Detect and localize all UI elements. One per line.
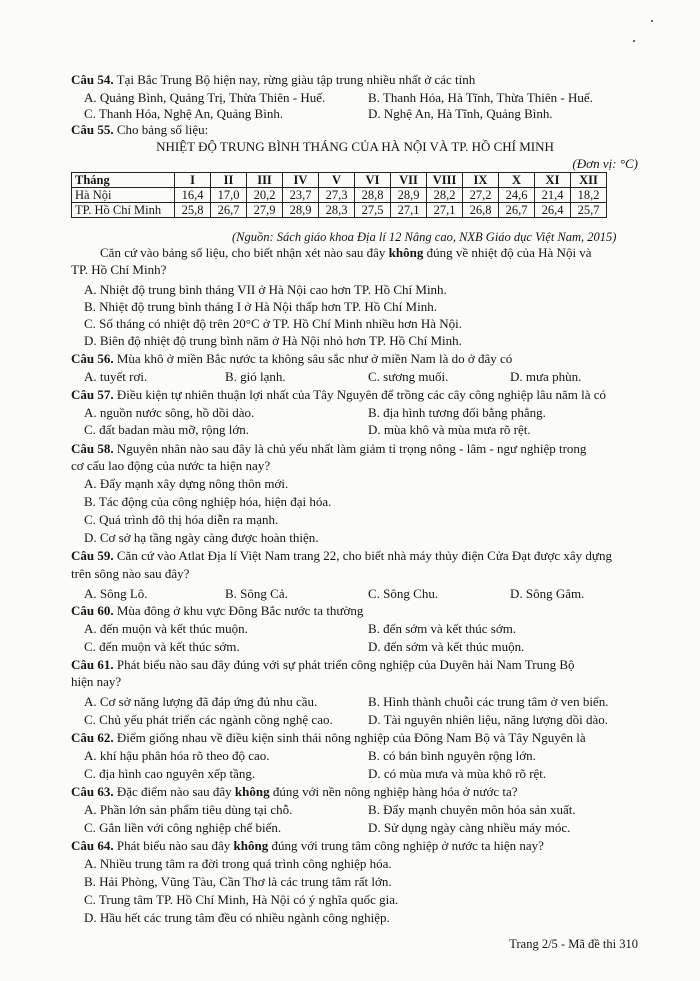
question-61 [71,657,575,673]
table-cell: 20,2 [247,188,283,203]
option-d: D. mưa phùn. [510,369,582,384]
option-d: D. có mùa mưa và mùa khô rõ rệt. [368,766,547,781]
prompt-text: Căn cứ vào bảng số liệu, cho biết nhận xét nào sau đây [100,245,389,260]
question-54 [71,72,475,88]
option-a: A. Sông Lô. [84,586,148,601]
question-55 [71,122,208,138]
table-header-row [72,173,607,188]
option-d: D. Hầu hết các trung tâm đều có nhiều ngành công nghiệp. [84,910,390,925]
option-b: B. gió lạnh. [225,369,286,384]
table-cell: 26,7 [499,203,535,218]
table-cell: 28,3 [319,203,355,218]
question-text: Phát biểu nào sau đây [113,838,234,853]
table-cell: 27,3 [319,188,355,203]
question-60 [71,603,363,619]
option-b: B. Thanh Hóa, Hà Tĩnh, Thừa Thiên - Huế. [368,90,593,105]
option-a: A. Quảng Bình, Quảng Trị, Thừa Thiên - Huế. [84,90,326,105]
question-text: Điểm giống nhau về điều kiện sinh thái nông nghiệp của Đông Nam Bộ và Tây Nguyên là [113,730,586,745]
header-cell: IV [283,173,319,188]
question-text-cont: hiện nay? [71,674,122,689]
question-text-cont: trên sông nào sau đây? [71,566,190,581]
question-text: Căn cứ vào Atlat Địa lí Việt Nam trang 22, cho biết nhà máy thủy điện Cửa Đạt được xây dựng [113,548,612,563]
option-d: D. Sử dụng ngày càng nhiều máy móc. [368,820,571,835]
scan-speck [633,40,635,42]
option-d: D. mùa khô và mùa mưa rõ rệt. [368,422,531,437]
option-c: C. Số tháng có nhiệt độ trên 20°C ở TP. Hồ Chí Minh nhiều hơn Hà Nội. [84,316,463,331]
header-cell: V [319,173,355,188]
option-c: C. Trung tâm TP. Hồ Chí Minh, Hà Nội có ý nghĩa quốc gia. [84,892,399,907]
question-text: Đặc điểm nào sau đây [113,784,235,799]
table-cell: 26,4 [535,203,571,218]
question-57 [71,387,606,403]
question-number: Câu 59. [71,548,114,563]
table-cell: 17,0 [211,188,247,203]
table-cell: 25,8 [175,203,211,218]
option-b: B. Tác động của công nghiệp hóa, hiện đại hóa. [84,494,332,509]
table-title: NHIỆT ĐỘ TRUNG BÌNH THÁNG CỦA HÀ NỘI VÀ TP. HỒ CHÍ MINH [156,139,554,154]
question-number: Câu 55. [71,122,114,137]
question-number: Câu 62. [71,730,114,745]
header-cell: III [247,173,283,188]
question-number: Câu 58. [71,441,114,456]
option-b: B. Đẩy mạnh chuyên môn hóa sản xuất. [368,802,576,817]
option-d: D. Cơ sở hạ tầng ngày càng được hoàn thiện. [84,530,319,545]
question-text: đúng với nền nông nghiệp hàng hóa ở nước ta? [269,784,518,799]
question-text-cont: cơ cấu lao động của nước ta hiện nay? [71,458,271,473]
option-a: A. Phần lớn sản phẩm tiêu dùng tại chỗ. [84,802,293,817]
question-62 [71,730,586,746]
question-number: Câu 57. [71,387,114,402]
table-cell: 27,9 [247,203,283,218]
table-source: (Nguồn: Sách giáo khoa Địa lí 12 Nâng cao, NXB Giáo dục Việt Nam, 2015) [232,230,617,244]
table-cell: 16,4 [175,188,211,203]
row-label: Hà Nội [72,188,175,203]
table-cell: 27,5 [355,203,391,218]
option-d: D. Sông Gâm. [510,586,585,601]
table-cell: 27,1 [391,203,427,218]
question-number: Câu 61. [71,657,114,672]
option-a: A. đến muộn và kết thúc muộn. [84,621,248,636]
option-a: A. Nhiệt độ trung bình tháng VII ở Hà Nội cao hơn TP. Hồ Chí Minh. [84,282,447,297]
question-prompt [100,245,592,261]
header-cell: II [211,173,247,188]
table-cell: 26,8 [463,203,499,218]
question-59 [71,548,612,564]
option-d: D. Biên độ nhiệt độ trung bình năm ở Hà Nội nhỏ hơn TP. Hồ Chí Minh. [84,333,462,348]
option-c: C. sương muối. [368,369,449,384]
question-number: Câu 54. [71,72,114,87]
header-cell: I [175,173,211,188]
question-prompt-cont: TP. Hồ Chí Minh? [71,262,167,277]
table-cell: 27,1 [427,203,463,218]
header-cell: XII [571,173,607,188]
option-a: A. khí hậu phân hóa rõ theo độ cao. [84,748,270,763]
header-cell: VIII [427,173,463,188]
option-b: B. Sông Cả. [225,586,288,601]
question-number: Câu 64. [71,838,114,853]
option-c: C. đến muộn và kết thúc sớm. [84,639,240,654]
header-cell: XI [535,173,571,188]
header-cell: IX [463,173,499,188]
question-number: Câu 60. [71,603,114,618]
table-cell: 25,7 [571,203,607,218]
header-cell: VI [355,173,391,188]
emphasis-word: không [233,838,269,853]
option-a: A. tuyết rơi. [84,369,148,384]
table-unit: (Đơn vị: °C) [572,156,638,171]
option-d: D. đến sớm và kết thúc muộn. [368,639,525,654]
page-footer: Trang 2/5 - Mã đề thi 310 [509,937,638,951]
header-cell: X [499,173,535,188]
question-text: Mùa khô ở miền Bắc nước ta không sâu sắc như ở miền Nam là do ở đây có [113,351,513,366]
option-d: D. Nghệ An, Hà Tĩnh, Quảng Bình. [368,106,553,121]
table-cell: 23,7 [283,188,319,203]
option-c: C. Chủ yếu phát triển các ngành công nghệ cao. [84,712,333,727]
temperature-table [71,172,607,218]
option-b: B. Hình thành chuỗi các trung tâm ở ven biển. [368,694,609,709]
scan-speck [651,20,653,22]
option-b: B. Nhiệt độ trung bình tháng I ở Hà Nội thấp hơn TP. Hồ Chí Minh. [84,299,437,314]
prompt-text: đúng về nhiệt độ của Hà Nội và [423,245,592,260]
table-row [72,188,607,203]
option-b: B. Hải Phòng, Vũng Tàu, Cần Thơ là các trung tâm rất lớn. [84,874,392,889]
question-text: Mùa đông ở khu vực Đông Bắc nước ta thường [113,603,364,618]
table-cell: 28,2 [427,188,463,203]
table-cell: 28,9 [283,203,319,218]
option-c: C. đất badan màu mỡ, rộng lớn. [84,422,250,437]
header-cell: VII [391,173,427,188]
question-number: Câu 56. [71,351,114,366]
question-text: Tại Bắc Trung Bộ hiện nay, rừng giàu tập trung nhiều nhất ở các tỉnh [113,72,476,87]
table-cell: 28,8 [355,188,391,203]
table-cell: 27,2 [463,188,499,203]
question-56 [71,351,512,367]
option-a: A. nguồn nước sông, hồ dồi dào. [84,405,255,420]
question-text: Nguyên nhân nào sau đây là chủ yếu nhất làm giảm tỉ trọng nông - lâm - ngư nghiệp trong [113,441,587,456]
option-c: C. Gắn liền với công nghiệp chế biến. [84,820,282,835]
question-text: Cho bảng số liệu: [113,122,209,137]
option-c: C. Quá trình đô thị hóa diễn ra mạnh. [84,512,279,527]
table-cell: 21,4 [535,188,571,203]
row-label: TP. Hồ Chí Minh [72,203,175,218]
table-row [72,203,607,218]
emphasis-word: không [234,784,270,799]
option-c: C. địa hình cao nguyên xếp tầng. [84,766,256,781]
question-text: đúng với trung tâm công nghiệp ở nước ta hiện nay? [268,838,544,853]
option-a: A. Đẩy mạnh xây dựng nông thôn mới. [84,476,289,491]
question-63 [71,784,518,800]
table-cell: 18,2 [571,188,607,203]
table-cell: 28,9 [391,188,427,203]
question-number: Câu 63. [71,784,114,799]
question-text: Điều kiện tự nhiên thuận lợi nhất của Tây Nguyên để trồng các cây công nghiệp lâu năm là có [113,387,606,402]
option-c: C. Sông Chu. [368,586,439,601]
question-58 [71,441,586,457]
option-c: C. Thanh Hóa, Nghệ An, Quảng Bình. [84,106,284,121]
option-b: B. địa hình tương đối bằng phẳng. [368,405,546,420]
emphasis-word: không [388,245,424,260]
option-a: A. Cơ sở năng lượng đã đáp ứng đủ nhu cầu. [84,694,318,709]
option-b: B. đến sớm và kết thúc sớm. [368,621,517,636]
option-b: B. có bán bình nguyên rộng lớn. [368,748,536,763]
option-a: A. Nhiều trung tâm ra đời trong quá trình công nghiệp hóa. [84,856,392,871]
question-text: Phát biểu nào sau đây đúng với sự phát triển công nghiệp của Duyên hải Nam Trung Bộ [113,657,575,672]
question-64 [71,838,544,854]
header-cell: Tháng [72,173,175,188]
table-cell: 24,6 [499,188,535,203]
table-cell: 26,7 [211,203,247,218]
option-d: D. Tài nguyên nhiên liệu, năng lượng dồi dào. [368,712,609,727]
